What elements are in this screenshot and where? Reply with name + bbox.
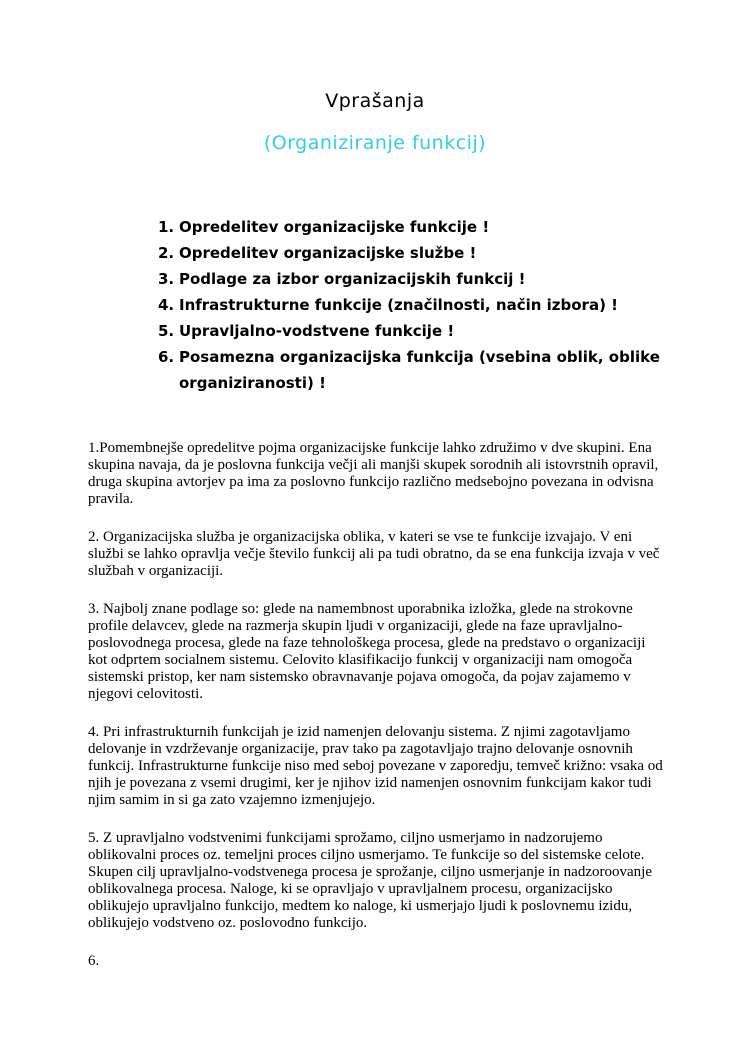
question-text: Infrastrukturne funkcije (značilnosti, način izbora) ! xyxy=(179,296,618,314)
document-title: Vprašanja xyxy=(325,90,425,112)
question-text: Posamezna organizacijska funkcija (vsebina oblik, oblike organiziranosti) ! xyxy=(179,348,660,392)
question-item-6 xyxy=(158,344,698,396)
question-text: Podlage za izbor organizacijskih funkcij ! xyxy=(179,270,526,288)
answer-paragraph-2: 2. Organizacijska služba je organizacijska oblika, v kateri se vse te funkcije izvajajo. V eni službi se lahko opravlja večje število funkcij ali pa tudi obratno, da se ena funkcija izvaja v več službah v organizaciji. xyxy=(88,529,660,579)
question-number: 4. xyxy=(158,296,175,314)
document-subtitle: (Organiziranje funkcij) xyxy=(263,132,487,154)
question-item-4 xyxy=(158,292,698,318)
question-number: 2. xyxy=(158,244,175,262)
question-item-2 xyxy=(158,240,698,266)
question-number: 3. xyxy=(158,270,175,288)
question-item-1 xyxy=(158,214,698,240)
answer-paragraph-3: 3. Najbolj znane podlage so: glede na namembnost uporabnika izložka, glede na strokovne profile delavcev, glede na razmerja skupin ljudi v organizaciji, glede na faze upravljalno-poslovodnega procesa, glede na faze tehnološkega procesa, glede na predstavo o organizaciji kot odprtem socialnem sistemu. Celovito klasifikacijo funkcij v organizaciji nam omogoča sistemski pristop, ker nam sistemsko obravnavanje pojava omogoča, da pojav zajamemo v njegovi celovitosti. xyxy=(88,601,646,702)
question-item-3 xyxy=(158,266,698,292)
answer-paragraph-5: 5. Z upravljalno vodstvenimi funkcijami sprožamo, ciljno usmerjamo in nadzorujemo oblikovalni proces oz. temeljni proces ciljno usmerjamo. Te funkcije so del sistemske celote. Skupen cilj upravljalno-vodstvenega procesa je sprožanje, ciljno usmerjanje in nadzoroovanje oblikovalnega procesa. Naloge, ki se opravljajo v upravljalnem procesu, organizacijsko oblikujejo upravljalno funkcijo, medtem ko naloge, ki usmerjajo ljudi k poslovnemu izidu, oblikujejo vodstveno oz. poslovodno funkcijo. xyxy=(88,830,652,931)
question-number: 6. xyxy=(158,348,175,366)
answer-paragraph-6: 6. xyxy=(88,953,100,969)
question-item-5 xyxy=(158,318,698,344)
answer-paragraph-1: 1.Pomembnejše opredelitve pojma organizacijske funkcije lahko združimo v dve skupini. Ena skupina navaja, da je poslovna funkcija večji ali manjši skupek sorodnih ali istovrstnih opravil, druga skupina avtorjev pa ima za poslovno funkcijo različno medsebojno povezana in odvisna pravila. xyxy=(88,440,659,507)
questions-list xyxy=(158,214,698,396)
question-number: 1. xyxy=(158,218,175,236)
question-number: 5. xyxy=(158,322,175,340)
question-text: Opredelitev organizacijske funkcije ! xyxy=(179,218,490,236)
answers-section xyxy=(88,440,668,970)
question-text: Upravljalno-vodstvene funkcije ! xyxy=(179,322,455,340)
question-text: Opredelitev organizacijske službe ! xyxy=(179,244,477,262)
answer-paragraph-4: 4. Pri infrastrukturnih funkcijah je izid namenjen delovanju sistema. Z njimi zagotavljamo delovanje in vzdrževanje organizacije, prav tako pa zagotavljajo trajno delovanje osnovnih funkcij. Infrastrukturne funkcije niso med seboj povezane v zaporedju, temveč križno: vsaka od njih je povezana z vsemi drugimi, ker je njihov izid namenjen osnovnim funkcijam kakor tudi njim samim in si ga zato vzajemno izmenjujejo. xyxy=(88,724,663,808)
